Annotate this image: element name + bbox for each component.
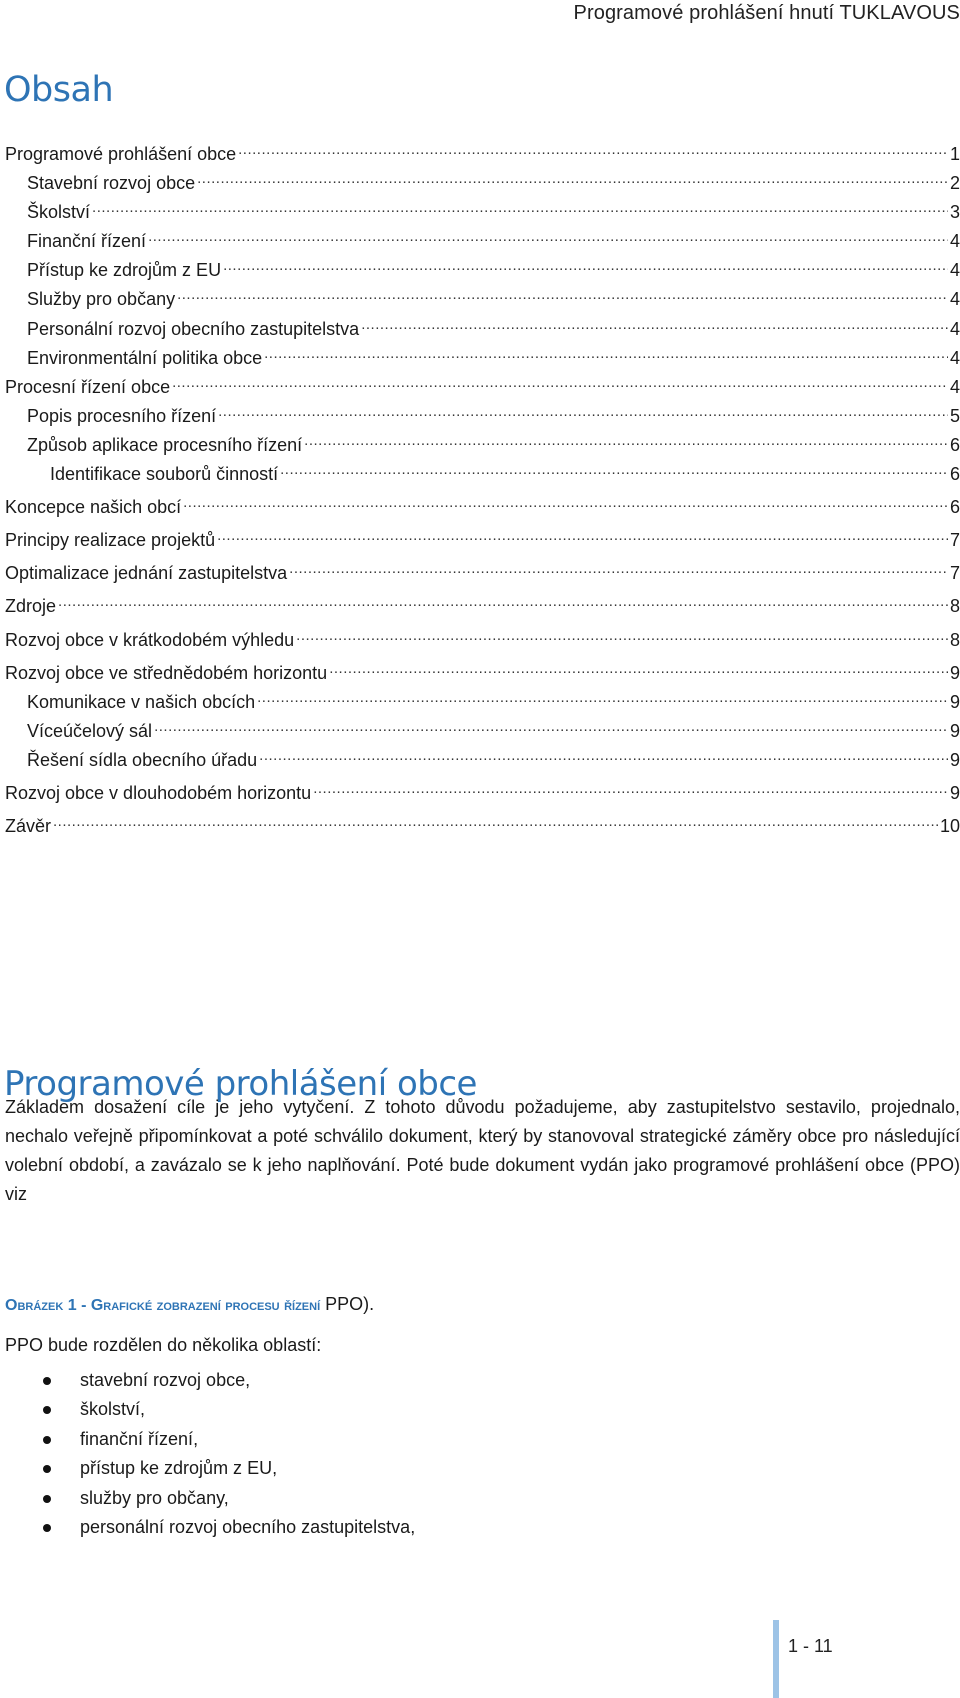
toc-entry[interactable] bbox=[5, 708, 960, 741]
toc-leader-dots bbox=[217, 517, 948, 546]
toc-entry[interactable] bbox=[5, 451, 960, 485]
toc-entry-page[interactable]: 1 bbox=[949, 144, 960, 164]
toc-entry-title[interactable]: Stavební rozvoj obce bbox=[27, 173, 196, 194]
toc-entry-page[interactable]: 6 bbox=[949, 434, 960, 455]
toc-entry-page[interactable]: 4 bbox=[949, 347, 960, 368]
toc-entry[interactable] bbox=[5, 484, 960, 518]
toc-entry[interactable] bbox=[5, 189, 960, 223]
toc-leader-dots bbox=[259, 737, 948, 766]
toc-entry-title[interactable]: Rozvoj obce ve střednědobém horizontu bbox=[5, 662, 328, 683]
toc-entry-title[interactable]: Identifikace souborů činností bbox=[50, 464, 279, 485]
toc-entry-page[interactable]: 8 bbox=[949, 596, 960, 617]
toc-entry[interactable] bbox=[5, 364, 960, 397]
toc-leader-dots bbox=[154, 708, 948, 737]
toc-entry[interactable] bbox=[5, 160, 960, 194]
toc-entry-page[interactable]: 6 bbox=[949, 497, 960, 518]
bullet-icon bbox=[43, 1406, 51, 1414]
toc-entry-title[interactable]: Personální rozvoj obecního zastupitelstva bbox=[27, 318, 360, 339]
toc-leader-dots bbox=[296, 617, 948, 646]
toc-entry[interactable] bbox=[5, 422, 960, 455]
areas-bullet-list bbox=[0, 1366, 415, 1542]
toc-entry-page[interactable]: 9 bbox=[949, 662, 960, 683]
list-intro: PPO bude rozdělen do několika oblastí: bbox=[5, 1335, 322, 1355]
toc-entry-page[interactable]: 7 bbox=[949, 563, 960, 584]
toc-leader-dots bbox=[238, 131, 948, 160]
toc-entry[interactable] bbox=[5, 335, 960, 368]
toc-leader-dots bbox=[172, 364, 948, 393]
toc-entry-title[interactable]: Principy realizace projektů bbox=[5, 530, 216, 551]
toc-entry-title[interactable]: Procesní řízení obce bbox=[5, 376, 171, 397]
toc-leader-dots bbox=[53, 803, 938, 832]
toc-entry-page[interactable]: 4 bbox=[949, 231, 960, 252]
toc-leader-dots bbox=[361, 306, 948, 335]
toc-entry[interactable] bbox=[5, 517, 960, 551]
bullet-icon bbox=[43, 1495, 51, 1503]
list-item bbox=[0, 1425, 415, 1454]
toc-leader-dots bbox=[280, 451, 948, 480]
toc-leader-dots bbox=[223, 247, 948, 276]
list-item-text: stavební rozvoj obce, bbox=[80, 1370, 251, 1390]
figure-caption-link[interactable]: Obrázek 1 - Grafické zobrazení procesu řízení bbox=[5, 1297, 321, 1314]
toc-entry-page[interactable]: 7 bbox=[949, 530, 960, 551]
bullet-icon bbox=[43, 1436, 51, 1444]
toc-entry[interactable] bbox=[5, 247, 960, 281]
toc-entry-title[interactable]: Školství bbox=[27, 202, 91, 223]
toc-entry-title[interactable]: Závěr bbox=[5, 816, 52, 837]
toc-entry-page[interactable]: 6 bbox=[949, 464, 960, 485]
toc-entry-title[interactable]: Zdroje bbox=[5, 596, 57, 617]
toc-entry-title[interactable]: Rozvoj obce v krátkodobém výhledu bbox=[5, 629, 295, 650]
toc-entry[interactable] bbox=[5, 276, 960, 310]
toc-entry-page[interactable]: 2 bbox=[949, 173, 960, 194]
toc-leader-dots bbox=[218, 393, 948, 422]
toc-entry-page[interactable]: 4 bbox=[949, 318, 960, 339]
toc-heading: Obsah bbox=[4, 70, 114, 110]
toc-entry-page[interactable]: 8 bbox=[949, 629, 960, 650]
toc-entry-page[interactable]: 4 bbox=[949, 289, 960, 310]
toc-entry[interactable] bbox=[5, 218, 960, 252]
intro-paragraph: Základem dosažení cíle je jeho vytyčení. Z tohoto důvodu požadujeme, aby zastupitelstvo sestavilo, projednalo, nechalo veřejně připomínkovat a poté schválilo dokument, který by stanovoval strategické záměry obce pro následující volební období, a zavázalo se k jeho naplňování. Poté bude dokument vydán jako programové prohlášení obce (PPO) viz bbox=[5, 1097, 960, 1204]
toc-entry[interactable] bbox=[5, 306, 960, 339]
list-item bbox=[0, 1366, 415, 1395]
toc-entry-title[interactable]: Finanční řízení bbox=[27, 231, 147, 252]
running-header: Programové prohlášení hnutí TUKLAVOUS bbox=[573, 2, 960, 24]
toc-entry-page[interactable]: 4 bbox=[949, 376, 960, 397]
bullet-icon bbox=[43, 1465, 51, 1473]
toc-leader-dots bbox=[257, 679, 948, 708]
toc-entry[interactable] bbox=[5, 617, 960, 650]
toc-entry[interactable] bbox=[5, 650, 960, 683]
toc-entry-page[interactable]: 9 bbox=[949, 720, 960, 741]
toc-leader-dots bbox=[304, 422, 948, 451]
toc-leader-dots bbox=[177, 276, 948, 305]
toc-leader-dots bbox=[148, 218, 948, 247]
figure-reference-line bbox=[5, 1290, 960, 1320]
toc-entry[interactable] bbox=[5, 393, 960, 426]
toc-entry-title[interactable]: Přístup ke zdrojům z EU bbox=[27, 260, 222, 281]
footer-page-number: 1 - 11 bbox=[788, 1636, 833, 1656]
toc-entry[interactable] bbox=[5, 679, 960, 712]
toc-leader-dots bbox=[329, 650, 948, 679]
toc-entry-page[interactable]: 3 bbox=[949, 202, 960, 223]
figure-reference-suffix: PPO). bbox=[320, 1294, 375, 1314]
toc-entry-page[interactable]: 9 bbox=[949, 749, 960, 770]
toc-entry[interactable] bbox=[5, 583, 960, 617]
list-item bbox=[0, 1513, 415, 1542]
toc-entry[interactable] bbox=[5, 770, 960, 803]
toc-leader-dots bbox=[183, 484, 948, 513]
toc-entry-title[interactable]: Víceúčelový sál bbox=[27, 720, 153, 741]
list-item bbox=[0, 1454, 415, 1483]
toc-entry-page[interactable]: 9 bbox=[949, 782, 960, 803]
list-item-text: školství, bbox=[80, 1399, 146, 1420]
toc-entry-page[interactable]: 4 bbox=[949, 260, 960, 281]
toc-entry-title[interactable]: Programové prohlášení obce bbox=[5, 144, 237, 164]
list-item-text: služby pro občany, bbox=[80, 1487, 229, 1508]
list-item bbox=[0, 1484, 415, 1513]
list-item bbox=[0, 1395, 415, 1424]
footer-accent-bar bbox=[773, 1620, 779, 1698]
toc-leader-dots bbox=[264, 335, 948, 364]
toc-entry-title[interactable]: Komunikace v našich obcích bbox=[27, 691, 256, 712]
toc-entry-title[interactable]: Koncepce našich obcí bbox=[5, 497, 182, 518]
section-heading: Programové prohlášení obce bbox=[4, 1064, 477, 1104]
bullet-icon bbox=[43, 1377, 51, 1385]
toc-entry[interactable] bbox=[5, 737, 960, 770]
bullet-icon bbox=[43, 1524, 51, 1532]
toc-leader-dots bbox=[289, 550, 948, 579]
toc-entry-title[interactable]: Řešení sídla obecního úřadu bbox=[27, 749, 258, 770]
list-item-text: finanční řízení, bbox=[80, 1428, 199, 1449]
toc-entry-title[interactable]: Optimalizace jednání zastupitelstva bbox=[5, 563, 288, 584]
toc-entry-title[interactable]: Rozvoj obce v dlouhodobém horizontu bbox=[5, 782, 312, 803]
toc-entry-page[interactable]: 5 bbox=[949, 405, 960, 426]
toc-entry-title[interactable]: Environmentální politika obce bbox=[27, 347, 263, 368]
list-item-text: personální rozvoj obecního zastupitelstva, bbox=[80, 1516, 416, 1537]
toc-leader-dots bbox=[197, 160, 948, 189]
list-item-text: přístup ke zdrojům z EU, bbox=[80, 1458, 278, 1479]
toc-leader-dots bbox=[313, 770, 948, 799]
toc-entry[interactable] bbox=[5, 803, 960, 837]
toc-entry[interactable] bbox=[5, 550, 960, 584]
toc-entry-page[interactable]: 10 bbox=[939, 816, 960, 837]
toc-entry-title[interactable]: Služby pro občany bbox=[27, 289, 176, 310]
toc-leader-dots bbox=[58, 583, 948, 612]
toc-leader-dots bbox=[92, 189, 948, 218]
toc-entry[interactable] bbox=[5, 131, 960, 164]
table-of-contents bbox=[5, 131, 960, 837]
toc-entry-title[interactable]: Popis procesního řízení bbox=[27, 405, 217, 426]
toc-entry-page[interactable]: 9 bbox=[949, 691, 960, 712]
toc-entry-title[interactable]: Způsob aplikace procesního řízení bbox=[27, 434, 303, 455]
